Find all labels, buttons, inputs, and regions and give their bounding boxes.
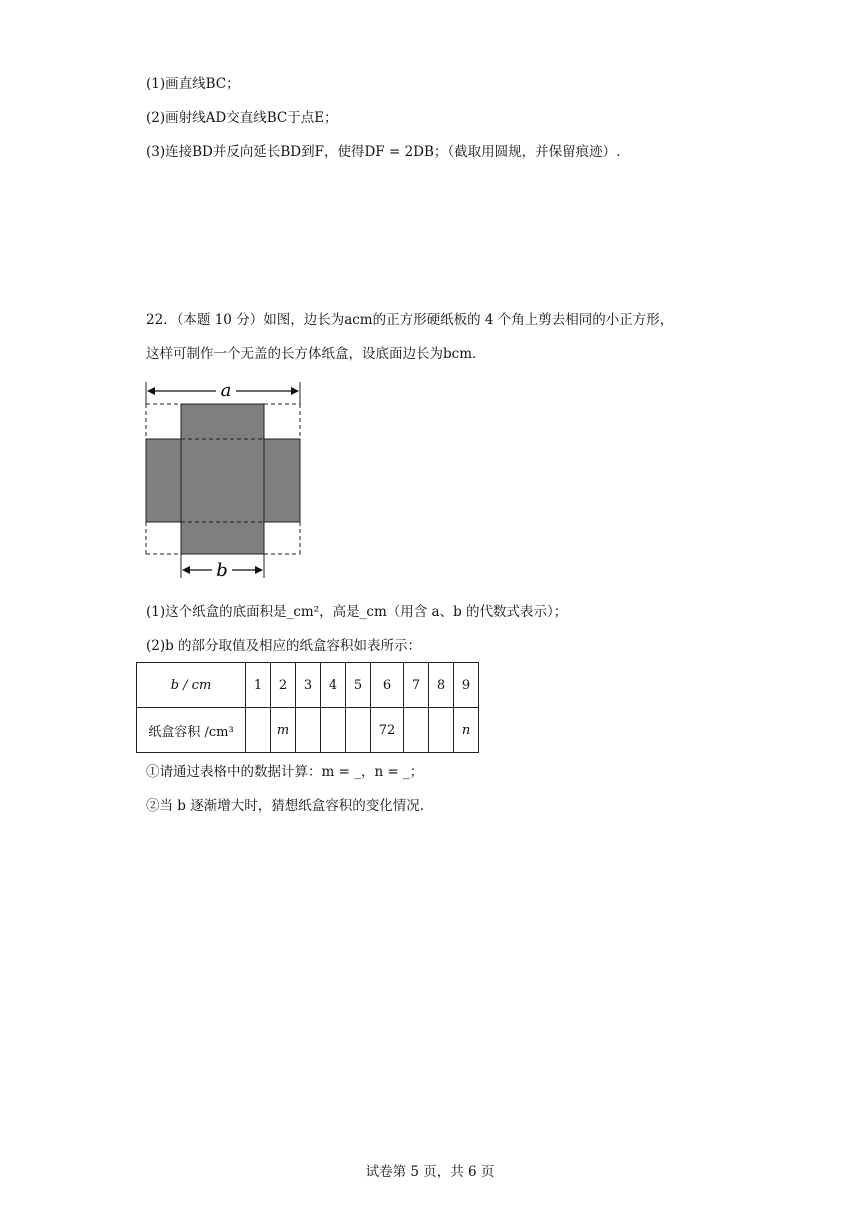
q21-part2: (2)画射线AD交直线BC于点E； — [146, 110, 338, 126]
table-cell — [296, 708, 321, 753]
page-footer: 试卷第 5 页，共 6 页 — [365, 1164, 495, 1180]
table-cell: 2 — [271, 663, 296, 708]
dimension-a-label: a — [220, 380, 232, 401]
net-shape — [146, 404, 300, 554]
table-header-volume: 纸盒容积 /cm³ — [137, 708, 246, 753]
q22-sub2-question1: ①请通过表格中的数据计算：m = _，n = _； — [146, 764, 424, 780]
q22-sub2-question2: ②当 b 逐渐增大时，猜想纸盒容积的变化情况. — [146, 798, 425, 814]
table-cell: 4 — [321, 663, 346, 708]
table-cell: 72 — [371, 708, 404, 753]
table-cell: n — [454, 708, 479, 753]
table-cell: 6 — [371, 663, 404, 708]
box-net-figure — [138, 378, 314, 582]
dimension-b-label: b — [216, 560, 228, 581]
q22-sub1: (1)这个纸盒的底面积是_cm²，高是_cm（用含 a、b 的代数式表示）； — [146, 604, 568, 620]
table-cell: 1 — [246, 663, 271, 708]
q22-stem-line2: 这样可制作一个无盖的长方体纸盒，设底面边长为bcm． — [146, 346, 486, 362]
table-cell: 9 — [454, 663, 479, 708]
table-cell — [321, 708, 346, 753]
table-cell — [346, 708, 371, 753]
table-cell — [429, 708, 454, 753]
volume-table — [136, 662, 479, 753]
table-cell: m — [271, 708, 296, 753]
table-row — [137, 663, 479, 708]
header-b-text: b / cm — [170, 677, 212, 693]
table-cell — [404, 708, 429, 753]
q22-sub2: (2)b 的部分取值及相应的纸盒容积如表所示： — [146, 638, 422, 654]
table-header-b — [137, 663, 246, 708]
table-cell: 7 — [404, 663, 429, 708]
table-cell: 8 — [429, 663, 454, 708]
table-cell: 3 — [296, 663, 321, 708]
table-row — [137, 708, 479, 753]
table-cell — [246, 708, 271, 753]
q22-stem-line1: 22．（本题 10 分）如图，边长为acm的正方形硬纸板的 4 个角上剪去相同的小正方形， — [146, 312, 674, 328]
q21-part3: (3)连接BD并反向延长BD到F，使得DF = 2DB；（截取用圆规，并保留痕迹）. — [146, 144, 621, 160]
q21-part1: (1)画直线BC； — [146, 76, 240, 92]
table-cell: 5 — [346, 663, 371, 708]
